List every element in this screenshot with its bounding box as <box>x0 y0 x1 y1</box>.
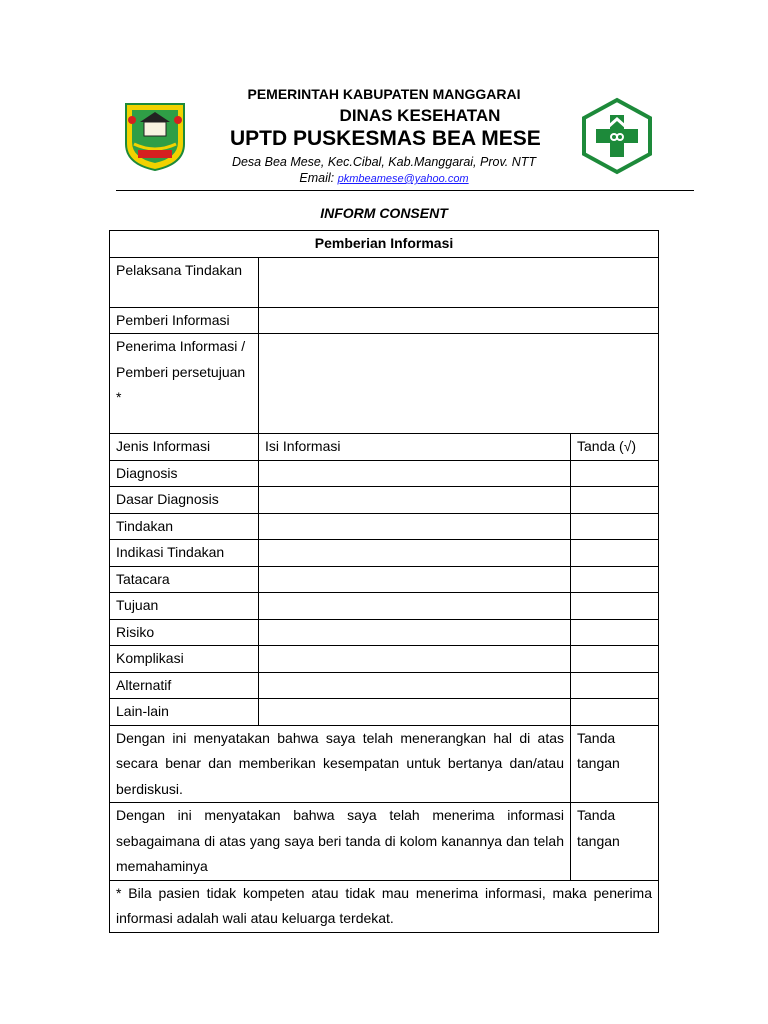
consent-form-table <box>109 230 659 933</box>
table-row <box>110 646 659 673</box>
info-content-cell[interactable] <box>259 566 571 593</box>
info-content-cell[interactable] <box>259 487 571 514</box>
info-type: Alternatif <box>110 672 259 699</box>
section-title: Pemberian Informasi <box>110 231 659 258</box>
department-name: DINAS KESEHATAN <box>339 106 501 125</box>
info-content-cell[interactable] <box>259 593 571 620</box>
table-row <box>110 566 659 593</box>
table-row <box>110 699 659 726</box>
table-row <box>110 487 659 514</box>
check-cell[interactable] <box>571 566 659 593</box>
info-content-cell[interactable] <box>259 646 571 673</box>
check-cell[interactable] <box>571 619 659 646</box>
check-cell[interactable] <box>571 513 659 540</box>
email-link[interactable]: pkmbeamese@yahoo.com <box>337 173 469 185</box>
provider-signature-cell[interactable]: Tanda tangan <box>571 725 659 803</box>
info-content-cell[interactable] <box>259 513 571 540</box>
row-value-penerima[interactable] <box>259 334 659 434</box>
puskesmas-cross-hexagon-icon <box>578 97 656 175</box>
table-row <box>110 540 659 567</box>
info-content-cell[interactable] <box>259 460 571 487</box>
column-header-isi: Isi Informasi <box>259 434 571 461</box>
provider-statement: Dengan ini menyatakan bahwa saya telah menerangkan hal di atas secara benar dan memberikan kesempatan untuk bertanya dan/atau berdiskusi. <box>110 725 571 803</box>
row-label-pemberi: Pemberi Informasi <box>110 307 259 334</box>
info-type: Tujuan <box>110 593 259 620</box>
row-value-pemberi[interactable] <box>259 307 659 334</box>
info-type: Indikasi Tindakan <box>110 540 259 567</box>
table-row <box>110 513 659 540</box>
footnote: * Bila pasien tidak kompeten atau tidak mau menerima informasi, maka penerima informasi adalah wali atau keluarga terdekat. <box>110 880 659 932</box>
table-row <box>110 460 659 487</box>
column-header-tanda: Tanda (√) <box>571 434 659 461</box>
info-content-cell[interactable] <box>259 672 571 699</box>
info-content-cell[interactable] <box>259 540 571 567</box>
info-type: Risiko <box>110 619 259 646</box>
check-cell[interactable] <box>571 540 659 567</box>
recipient-statement: Dengan ini menyatakan bahwa saya telah menerima informasi sebagaimana di atas yang saya beri tanda di kolom kanannya dan telah memahaminya <box>110 803 571 881</box>
email-label: Email: <box>299 171 335 185</box>
row-label-penerima: Penerima Informasi / Pemberi persetujuan * <box>110 334 259 434</box>
column-header-jenis: Jenis Informasi <box>110 434 259 461</box>
table-row <box>110 619 659 646</box>
header-divider <box>116 190 694 191</box>
info-content-cell[interactable] <box>259 699 571 726</box>
info-type: Diagnosis <box>110 460 259 487</box>
info-type: Tatacara <box>110 566 259 593</box>
info-content-cell[interactable] <box>259 619 571 646</box>
document-title: INFORM CONSENT <box>320 205 448 221</box>
check-cell[interactable] <box>571 460 659 487</box>
puskesmas-name: UPTD PUSKESMAS BEA MESE <box>230 127 541 150</box>
check-cell[interactable] <box>571 699 659 726</box>
address: Desa Bea Mese, Kec.Cibal, Kab.Manggarai, Prov. NTT <box>231 155 537 169</box>
info-type: Lain-lain <box>110 699 259 726</box>
info-type: Tindakan <box>110 513 259 540</box>
recipient-signature-cell[interactable]: Tanda tangan <box>571 803 659 881</box>
table-row <box>110 593 659 620</box>
info-type: Komplikasi <box>110 646 259 673</box>
info-type: Dasar Diagnosis <box>110 487 259 514</box>
check-cell[interactable] <box>571 593 659 620</box>
check-cell[interactable] <box>571 672 659 699</box>
government-name: PEMERINTAH KABUPATEN MANGGARAI <box>247 86 521 102</box>
row-value-pelaksana[interactable] <box>259 257 659 307</box>
row-label-pelaksana: Pelaksana Tindakan <box>110 257 259 307</box>
check-cell[interactable] <box>571 487 659 514</box>
check-cell[interactable] <box>571 646 659 673</box>
table-row <box>110 672 659 699</box>
